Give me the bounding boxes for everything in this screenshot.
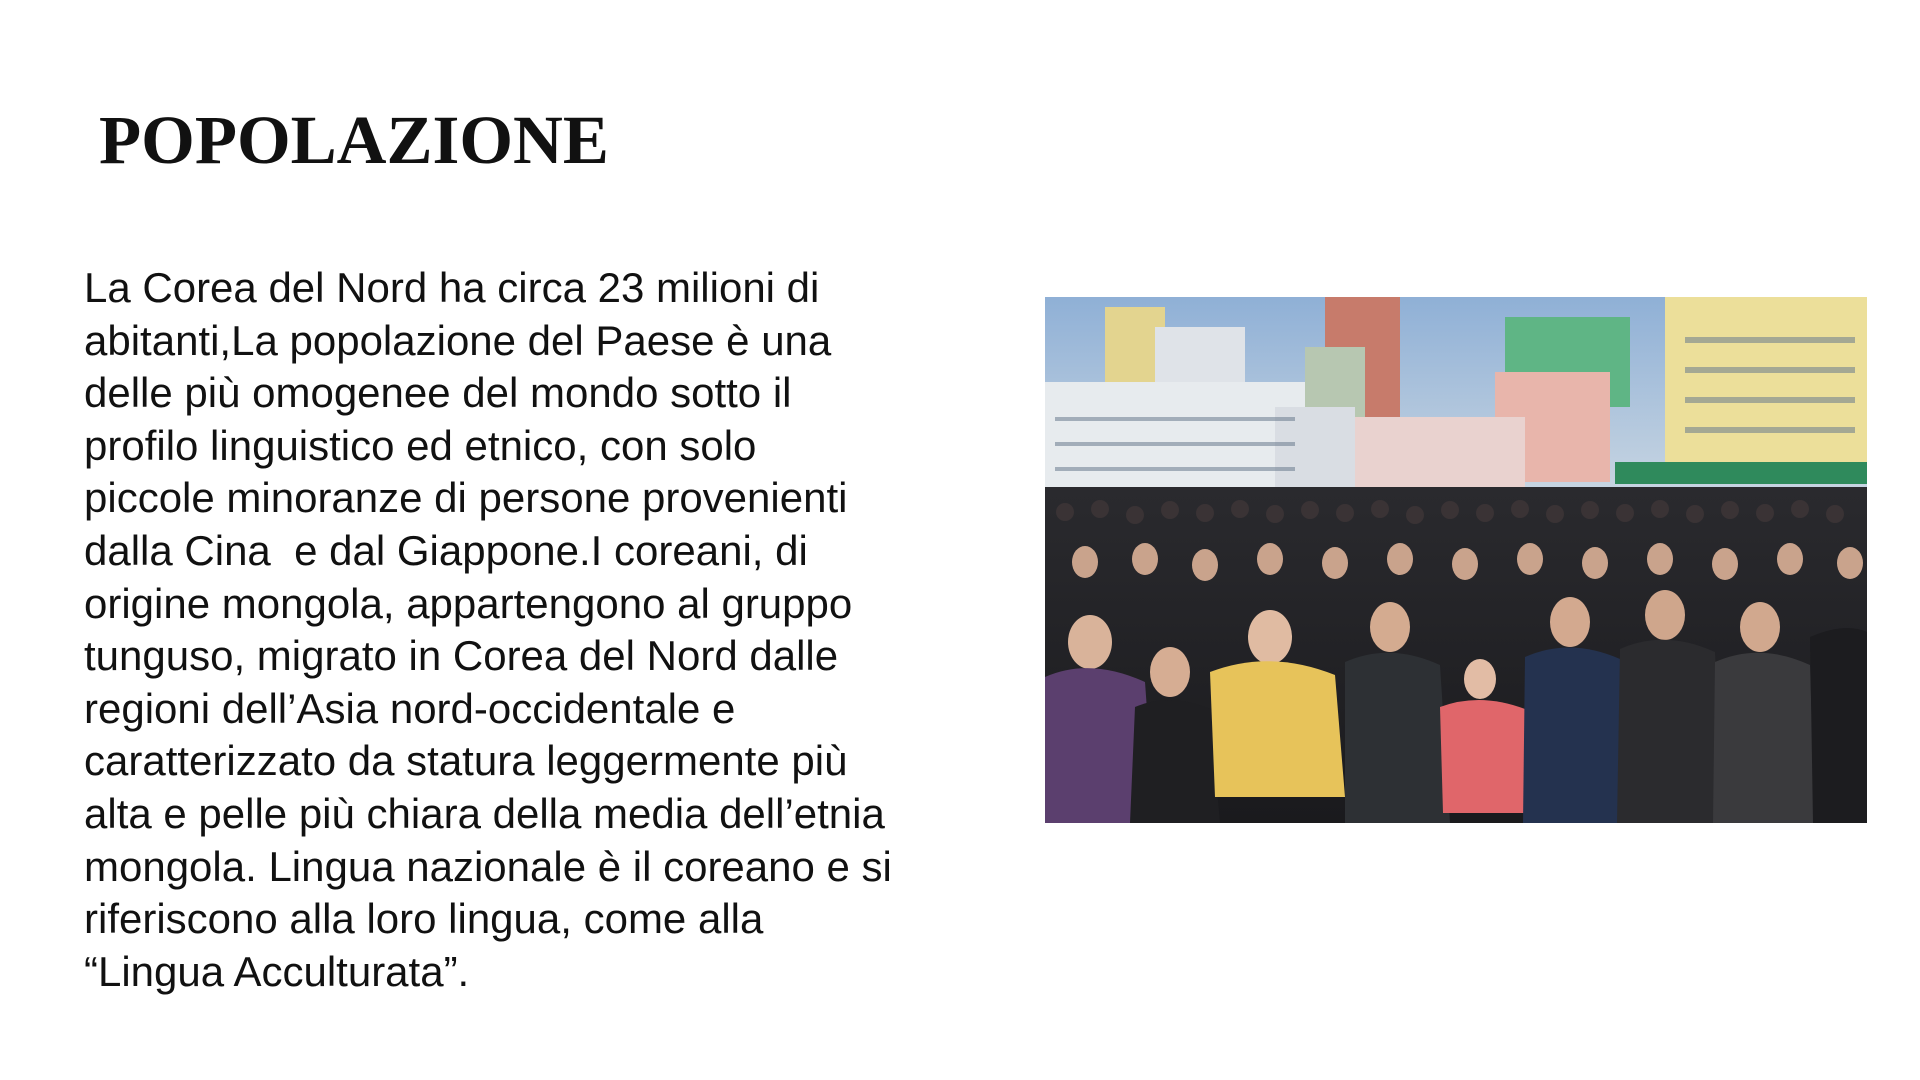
body-line: tunguso, migrato in Corea del Nord dalle [84,632,839,680]
body-line: piccole minoranze di persone provenienti [84,474,848,522]
body-line: “Lingua Acculturata”. [84,947,470,995]
slide-title: POPOLAZIONE [99,102,609,178]
body-line: alta e pelle più chiara della media dell’etnia [84,789,885,837]
body-line: dalla Cina e dal Giappone.I coreani, di [84,526,808,574]
body-line: regioni dell’Asia nord-occidentale e [84,684,736,732]
body-line: profilo linguistico ed etnico, con solo [84,421,757,469]
body-line: abitanti,La popolazione del Paese è una [84,316,832,364]
body-line: mongola. Lingua nazionale è il coreano e si [84,842,892,890]
body-line: origine mongola, appartengono al gruppo [84,579,853,627]
body-line: riferiscono alla loro lingua, come alla [84,895,764,943]
body-line: delle più omogenee del mondo sotto il [84,369,792,417]
body-paragraph [84,262,984,998]
body-line: caratterizzato da statura leggermente più [84,737,848,785]
crowd-photo [1045,297,1867,823]
body-line: La Corea del Nord ha circa 23 milioni di [84,264,820,311]
